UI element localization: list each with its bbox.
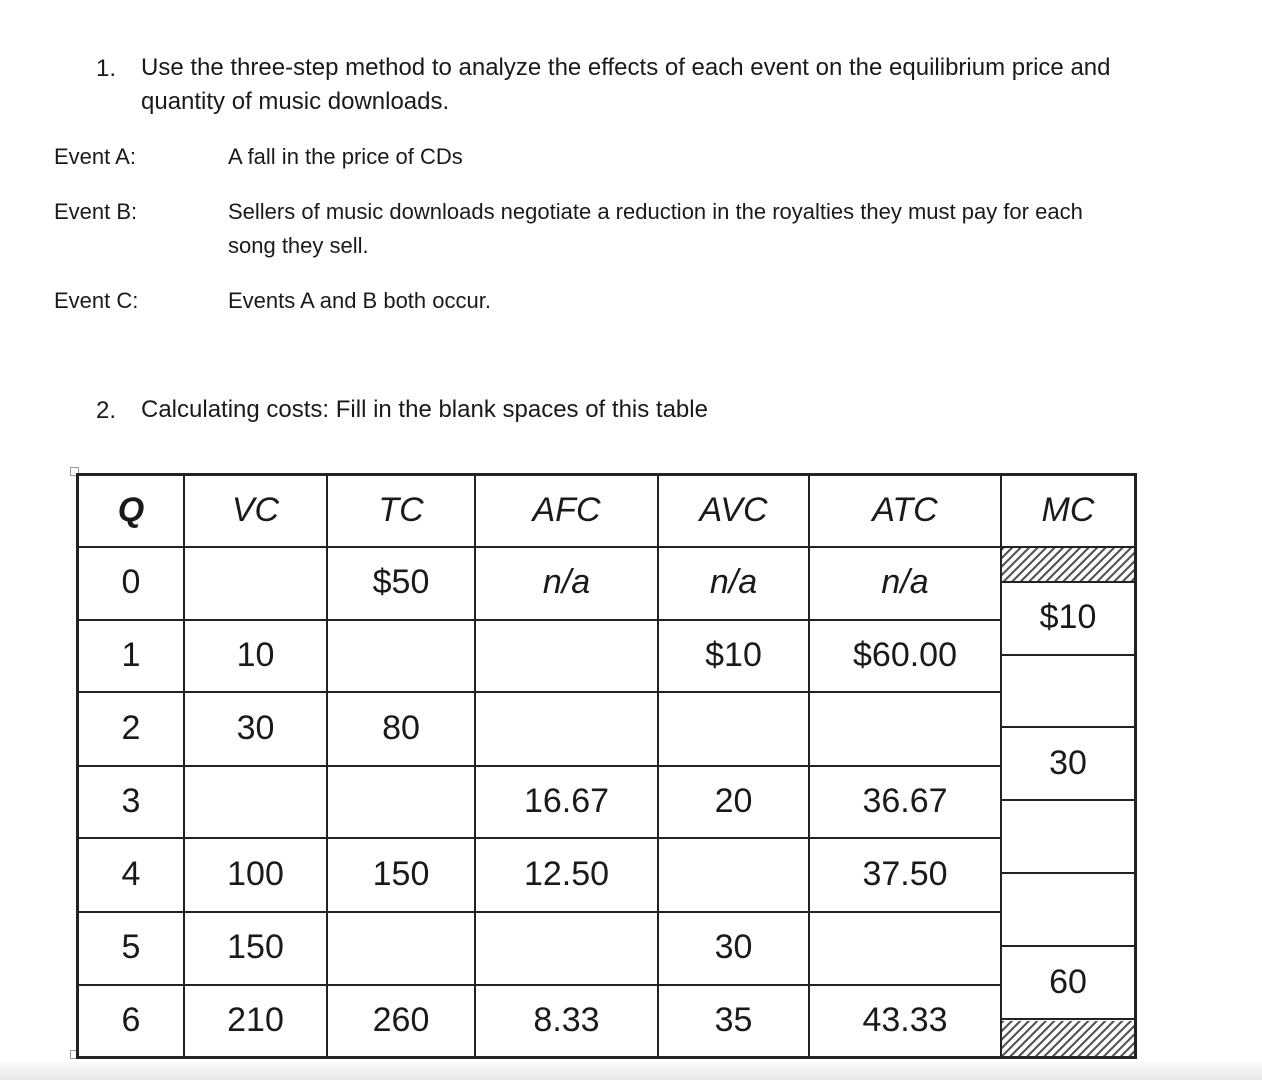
event-b-line-2: song they sell. <box>228 233 369 258</box>
cell-atc-3: 36.67 <box>862 782 948 820</box>
cell-avc-0: n/a <box>709 563 758 601</box>
grid-line-v4 <box>657 473 659 1059</box>
mc-line-h6 <box>1002 945 1137 947</box>
mc-line-h1 <box>1002 581 1137 583</box>
cell-q-0: 0 <box>121 563 141 601</box>
grid-line-h7 <box>77 984 1002 986</box>
grid-line-v0 <box>76 473 79 1059</box>
grid-line-h8 <box>77 1056 1137 1059</box>
cell-vc-2: 30 <box>236 709 275 747</box>
grid-line-h0 <box>77 473 1137 476</box>
grid-line-v3 <box>474 473 476 1059</box>
event-a-label: Event A: <box>54 144 136 169</box>
mc-line-h7 <box>1002 1018 1137 1020</box>
event-b-line-1: Sellers of music downloads negotiate a reduction in the royalties they must pay for each <box>228 199 1083 224</box>
cell-avc-1: $10 <box>705 636 762 674</box>
cell-vc-6: 210 <box>227 1001 284 1039</box>
cell-mc-5-6: 60 <box>1049 963 1087 1001</box>
window-bottom-edge <box>0 1062 1262 1080</box>
event-b-text <box>228 195 1208 263</box>
grid-line-v1 <box>183 473 185 1059</box>
cell-avc-6: 35 <box>714 1001 753 1039</box>
grid-line-h6 <box>77 911 1002 913</box>
grid-line-h2 <box>77 619 1002 621</box>
cell-atc-4: 37.50 <box>862 855 948 893</box>
cell-vc-1: 10 <box>236 636 275 674</box>
mc-hatched-bottom <box>1002 1021 1135 1056</box>
header-afc: AFC <box>532 491 601 529</box>
cell-vc-5: 150 <box>227 928 284 966</box>
event-a-line-1: A fall in the price of CDs <box>228 144 463 169</box>
header-q: Q <box>117 491 145 529</box>
grid-line-v7 <box>1134 473 1137 1059</box>
cell-q-5: 5 <box>121 928 141 966</box>
cell-tc-4: 150 <box>372 855 430 893</box>
cell-tc-6: 260 <box>372 1001 430 1039</box>
cell-afc-6: 8.33 <box>533 1001 600 1039</box>
mc-line-h3 <box>1002 726 1137 728</box>
cell-mc-0-1: $10 <box>1039 598 1097 636</box>
question-2-text: Calculating costs: Fill in the blank spaces of this table <box>141 396 708 423</box>
grid-line-h4 <box>77 765 1002 767</box>
grid-line-h5 <box>77 837 1002 839</box>
cell-afc-4: 12.50 <box>523 855 610 893</box>
event-a-text <box>228 140 1208 174</box>
mc-line-h0 <box>1002 546 1137 548</box>
event-c-label: Event C: <box>54 288 139 313</box>
cell-avc-3: 20 <box>714 782 753 820</box>
header-atc: ATC <box>872 491 938 529</box>
mc-line-h4 <box>1002 799 1137 801</box>
cell-vc-4: 100 <box>227 855 284 893</box>
cell-q-1: 1 <box>121 636 141 674</box>
cell-atc-6: 43.33 <box>862 1001 948 1039</box>
cell-mc-2-3: 30 <box>1049 744 1087 782</box>
header-vc: VC <box>231 491 280 529</box>
cell-afc-0: n/a <box>542 563 591 601</box>
question-1-line-2: quantity of music downloads. <box>141 88 450 115</box>
question-1-text <box>141 51 1110 119</box>
question-1-number: 1. <box>96 55 117 82</box>
question-1-line-1: Use the three-step method to analyze the effects of each event on the equilibrium price and <box>141 54 1111 81</box>
grid-line-h1 <box>77 546 1002 548</box>
header-mc: MC <box>1041 491 1095 529</box>
cell-q-6: 6 <box>121 1001 141 1039</box>
cell-atc-1: $60.00 <box>853 636 957 674</box>
cell-q-3: 3 <box>121 782 141 820</box>
grid-line-h3 <box>77 691 1002 693</box>
cell-q-4: 4 <box>121 855 141 893</box>
mc-line-h2 <box>1002 654 1137 656</box>
event-c-text <box>228 284 1208 318</box>
cell-atc-0: n/a <box>881 563 929 601</box>
cell-tc-0: $50 <box>372 563 430 601</box>
event-b-label: Event B: <box>54 199 138 224</box>
header-avc: AVC <box>699 491 768 529</box>
cell-q-2: 2 <box>121 709 141 747</box>
mc-hatched-top <box>1002 548 1135 581</box>
cell-afc-3: 16.67 <box>523 782 610 820</box>
grid-line-v5 <box>808 473 810 1059</box>
header-tc: TC <box>378 491 424 529</box>
event-c-line-1: Events A and B both occur. <box>228 288 491 313</box>
mc-line-h5 <box>1002 872 1137 874</box>
cell-tc-2: 80 <box>382 709 420 747</box>
cell-avc-5: 30 <box>714 928 753 966</box>
question-2-number: 2. <box>96 397 117 424</box>
grid-line-v2 <box>326 473 328 1059</box>
